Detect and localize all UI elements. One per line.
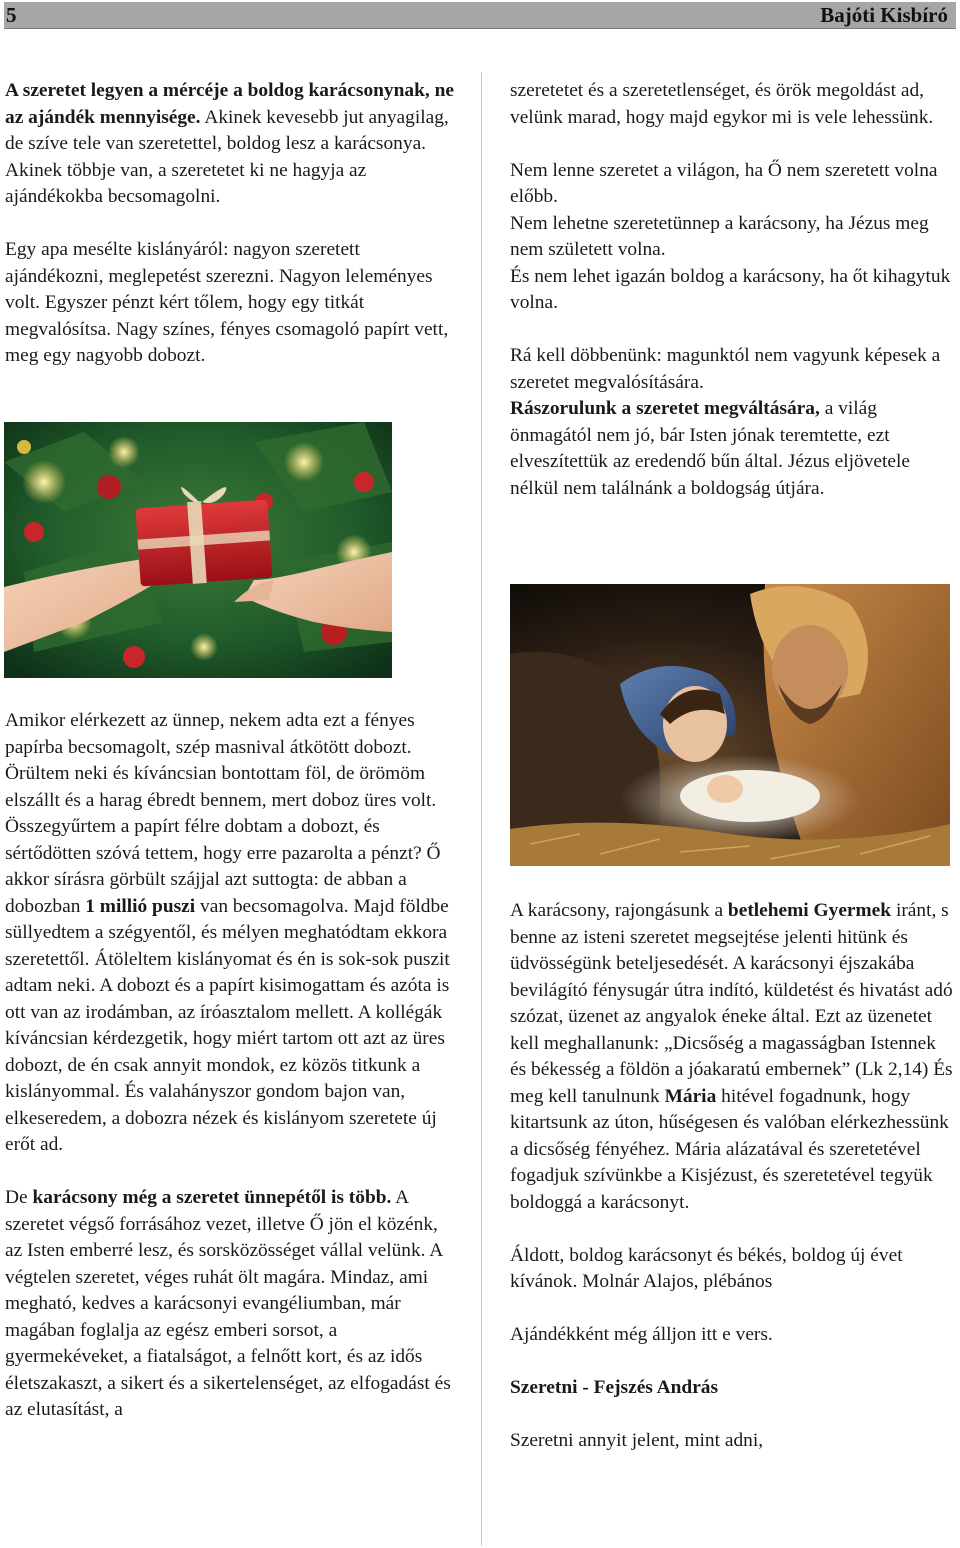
text: A karácsony, rajongásunk a (510, 900, 724, 921)
paragraph: Ajándékként még álljon itt e vers. (510, 1324, 773, 1345)
text: De (5, 1187, 28, 1208)
publication-title: Bajóti Kisbíró (820, 3, 948, 27)
paragraph: Egy apa mesélte kislányáról: nagyon szeretett ajándékozni, meglepetést szerezni. Nagyon leleményes volt. Egyszer pénzt kért tőlem, hogy egy titkát megvalósítsa. Nagy színes, fényes csomagoló papírt vett, meg egy nagyobb dobozt. (5, 239, 449, 366)
text: hitével fogadnunk, hogy kitartsunk az úton, hűségesen és valóban elérkezhessünk a dicsőség fényéhez. Mária alázatával és szeretetével fogadjuk szívünkbe a Kisjézust, és szeretetével tegyük boldoggá a karácsonyt. (510, 1085, 949, 1213)
bold-lead: A szeretet legyen a mércéje a boldog karácsonynak, ne az ajándék mennyisége. (5, 80, 454, 128)
paragraph (5, 708, 455, 1159)
line: És nem lehet igazán boldog a karácsony, ha őt kihagytuk volna. (510, 265, 951, 313)
text: van becsomagolva. Majd földbe süllyedtem a szégyentől, és mélyen meghatódtam ekkora szeretettől. Átöleltem kislányomat és én is sok-sok puszit adtam neki. A dobozt és a papírt kisimogattam és azóta is ott van az irodámban, az íróasztalom mellett. A kollégák kíváncsian kérdezgetik, hogy miért tartom ott azt az üres dobozt, de én csak annyit mondok, ez közös titkunk a kislányommal. És valahányszor gondom bajon van, elkeseredem, a dobozra nézek és kislányom szeretete új erőt ad. (5, 895, 450, 1155)
bold-phrase: Mária (664, 1085, 717, 1107)
gift-photo (4, 422, 392, 678)
left-article-bottom (5, 708, 455, 1424)
poem-line: Szeretni annyit jelent, mint adni, (510, 1430, 764, 1451)
page-number: 5 (6, 3, 17, 27)
gift-illustration (4, 422, 392, 678)
column-divider (481, 72, 482, 1546)
text: A szeretet végső forrásához vezet, illetve Ő jön el közénk, az Isten emberré lesz, és sorsközösséget vállal velünk. A végtelen szeretet, véges ruhát ölt magára. Mindaz, ami megható, kedves a karácsonyi evangéliumban, már magában foglalja az egész emberi sorsot, a gyermekéveket, a fiatalságot, a felnőtt kort, és az idős életszakaszt, a sikert és a sikertelenséget, az elfogadást és az elutasítást, a (5, 1187, 451, 1420)
text: Amikor elérkezett az ünnep, nekem adta ezt a fényes papírba becsomagolt, szép masnival átkötött dobozt. Örültem neki és kíváncsian bontottam föl, de örömöm elszállt és a harag ébredt bennem, mert doboz üres volt. Összegyűrtem a papírt félre dobtam a dobozt, és sértődötten szóvá tettem, hogy erre pazarolta a pénzt? Ő akkor sírásra görbült szájjal azt suttogta: de abban a dobozban (5, 710, 441, 917)
line: Nem lehetne szeretetünnep a karácsony, ha Jézus meg nem született volna. (510, 212, 929, 260)
paragraph (510, 396, 955, 502)
paragraph (510, 898, 955, 1216)
text: iránt, s benne az isteni szeretet megsejtése jelenti hitünk és üdvösségünk beteljesedését. A karácsonyi éjszakába bevilágító fénysugár útra indító, küldetést és hivatást adó szózat, üzenet az angyalok éneke által. Ezt az üzenetet kell meghallanunk: „Dicsőség a magasságban Istennek és békesség a földön a jóakaratú embernek” (Lk 2,14) És meg kell tanulnunk (510, 900, 953, 1107)
paragraph: Áldott, boldog karácsonyt és békés, boldog új évet kívánok. Molnár Alajos, plébános (510, 1244, 903, 1292)
nativity-photo (510, 584, 950, 866)
bold-phrase: Rászorulunk a szeretet megváltására, (510, 398, 820, 419)
poem-title (510, 1375, 955, 1402)
line: Nem lenne szeretet a világon, ha Ő nem szeretett volna előbb. (510, 159, 938, 207)
nativity-illustration (510, 584, 950, 866)
right-article-top (510, 78, 955, 502)
bold-heading: Szeretni - Fejszés András (510, 1377, 719, 1398)
text: a világ önmagától nem jó, bár Isten jónak teremtette, ezt elveszítettük az eredendő bűn által. Jézus eljövetele nélkül nem találnánk a boldogság útjára. (510, 398, 911, 499)
bold-phrase: karácsony még a szeretet ünnepétől is több. (32, 1187, 392, 1208)
paragraph: szeretetet és a szeretetlenséget, és örök megoldást ad, velünk marad, hogy majd egykor mi is vele lehessünk. (510, 80, 934, 128)
right-article-bottom (510, 898, 955, 1455)
page-header (4, 2, 956, 29)
paragraph (5, 1185, 455, 1424)
left-article-top (5, 78, 455, 370)
bold-phrase: betlehemi Gyermek (727, 900, 892, 921)
bold-phrase: 1 millió puszi (85, 895, 196, 917)
paragraph (5, 78, 455, 211)
text: Akinek kevesebb jut anyagilag, de szíve tele van szeretettel, boldog lesz a karácsonya. Akinek többje van, a szeretetet ki ne hagyja az ajándékokba becsomagolni. (5, 106, 449, 207)
paragraph: Rá kell döbbenünk: magunktól nem vagyunk képesek a szeretet megvalósítására. (510, 345, 941, 393)
